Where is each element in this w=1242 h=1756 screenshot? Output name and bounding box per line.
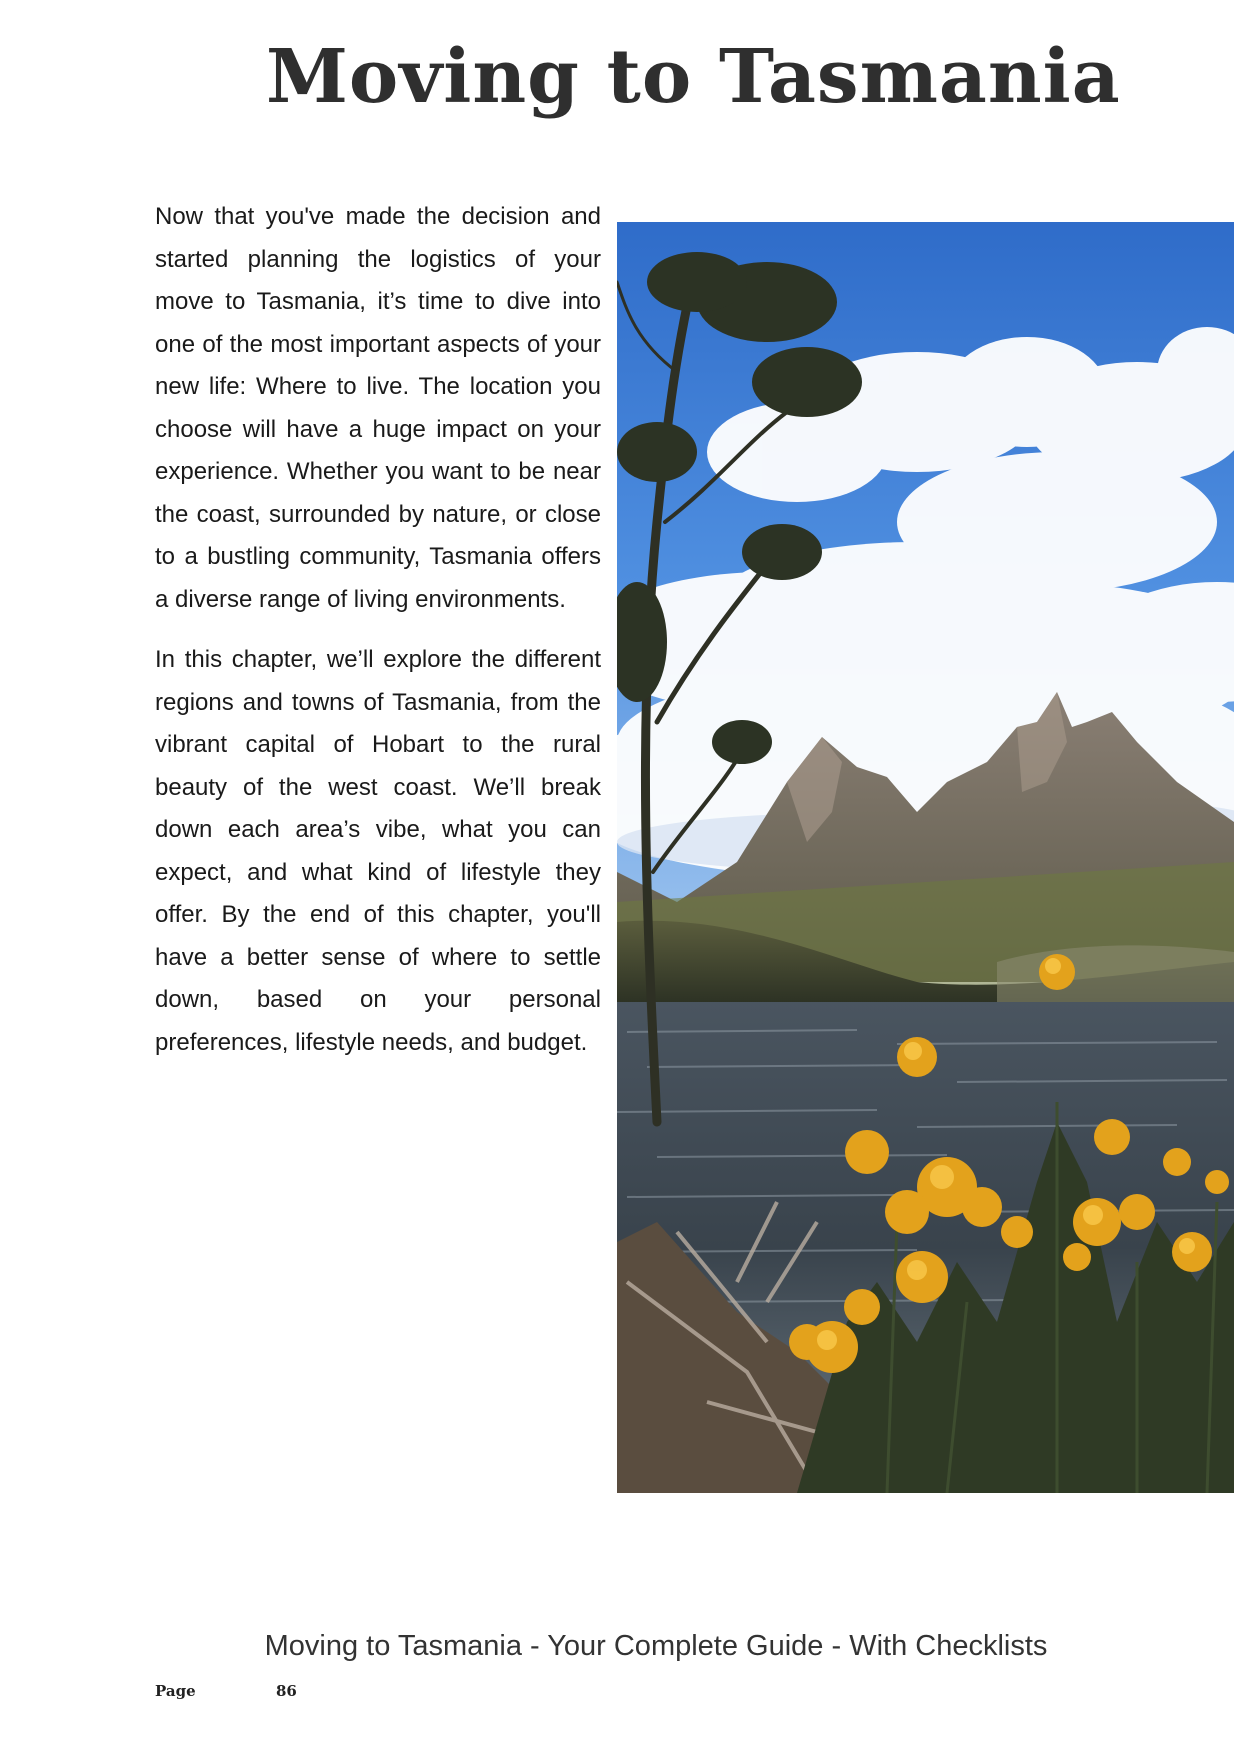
footer-guide-title: Moving to Tasmania - Your Complete Guide - With Checklists: [264, 1630, 1048, 1662]
paragraph-intro: Now that you've made the decision and started planning the logistics of your move to Tasmania, it’s time to dive into one of the most important aspects of your new life: Where to live. The location you choose will have a huge impact on your experience. Whether you want to be near the coast, surrounded by nature, or close to a bustling community, Tasmania offers a diverse range of living environments.: [155, 203, 601, 613]
paragraph-chapter-overview: In this chapter, we’ll explore the different regions and towns of Tasmania, from the vibrant capital of Hobart to the rural beauty of the west coast. We’ll break down each area’s vibe, what you can expect, and what kind of lifestyle they offer. By the end of this chapter, you'll have a better sense of where to settle down, based on your personal preferences, lifestyle needs, and budget.: [155, 646, 601, 1056]
article-body: [155, 196, 601, 1082]
page-number: 86: [276, 1682, 297, 1700]
mountain-lake-photo: [617, 222, 1234, 1493]
page-title: Moving to Tasmania: [266, 34, 1121, 120]
page-label: Page: [155, 1682, 196, 1700]
